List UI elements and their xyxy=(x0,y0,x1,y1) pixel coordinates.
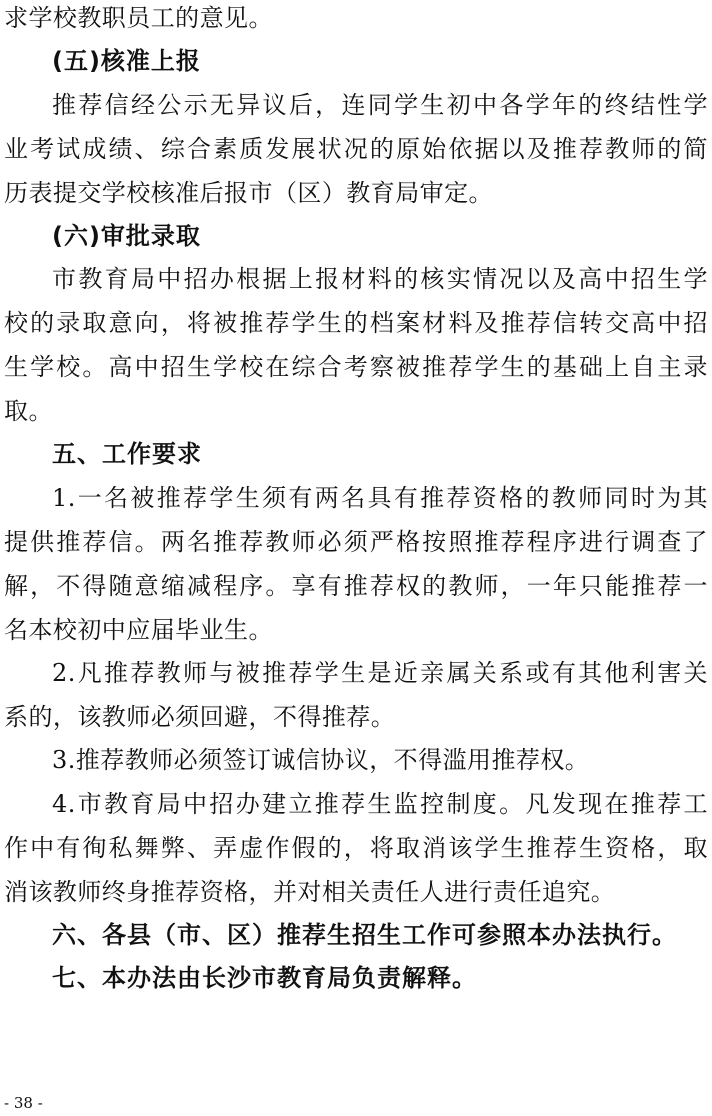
page-number: - 38 - xyxy=(4,1094,43,1112)
text-line: 历表提交学校核准后报市（区）教育局审定。 xyxy=(4,179,493,207)
text-line: 系的，该教师必须回避，不得推荐。 xyxy=(4,703,396,731)
text-line: 取。 xyxy=(4,397,53,425)
text-line: 市教育局中招办根据上报材料的核实情况以及高中招生学 xyxy=(52,265,708,293)
section-heading-6: (六)审批录取 xyxy=(52,222,201,250)
text-line: 4.市教育局中招办建立推荐生监控制度。凡发现在推荐工 xyxy=(52,790,708,818)
section-heading-5: (五)核准上报 xyxy=(52,47,201,75)
text-line: 求学校教职员工的意见。 xyxy=(4,4,273,32)
text-line: 提供推荐信。两名推荐教师必须严格按照推荐程序进行调查了 xyxy=(4,528,708,556)
text-line: 1.一名被推荐学生须有两名具有推荐资格的教师同时为其 xyxy=(52,484,708,512)
text-line: 作中有徇私舞弊、弄虚作假的，将取消该学生推荐生资格，取 xyxy=(4,834,708,862)
text-line: 校的录取意向，将被推荐学生的档案材料及推荐信转交高中招 xyxy=(4,309,708,337)
text-line: 推荐信经公示无异议后，连同学生初中各学年的终结性学 xyxy=(52,91,708,119)
text-line: 生学校。高中招生学校在综合考察被推荐学生的基础上自主录 xyxy=(4,353,708,381)
text-line: 业考试成绩、综合素质发展状况的原始依据以及推荐教师的简 xyxy=(4,135,708,163)
text-line: 名本校初中应届毕业生。 xyxy=(4,616,273,644)
text-line: 2.凡推荐教师与被推荐学生是近亲属关系或有其他利害关 xyxy=(52,659,708,687)
section-heading-work-requirements: 五、工作要求 xyxy=(52,440,202,468)
section-heading-6-counties: 六、各县（市、区）推荐生招生工作可参照本办法执行。 xyxy=(52,921,677,949)
text-line: 解，不得随意缩减程序。享有推荐权的教师，一年只能推荐一 xyxy=(4,572,708,600)
text-line: 消该教师终身推荐资格，并对相关责任人进行责任追究。 xyxy=(4,878,616,906)
text-line: 3.推荐教师必须签订诚信协议，不得滥用推荐权。 xyxy=(52,746,590,774)
section-heading-7-interpretation: 七、本办法由长沙市教育局负责解释。 xyxy=(52,964,477,992)
